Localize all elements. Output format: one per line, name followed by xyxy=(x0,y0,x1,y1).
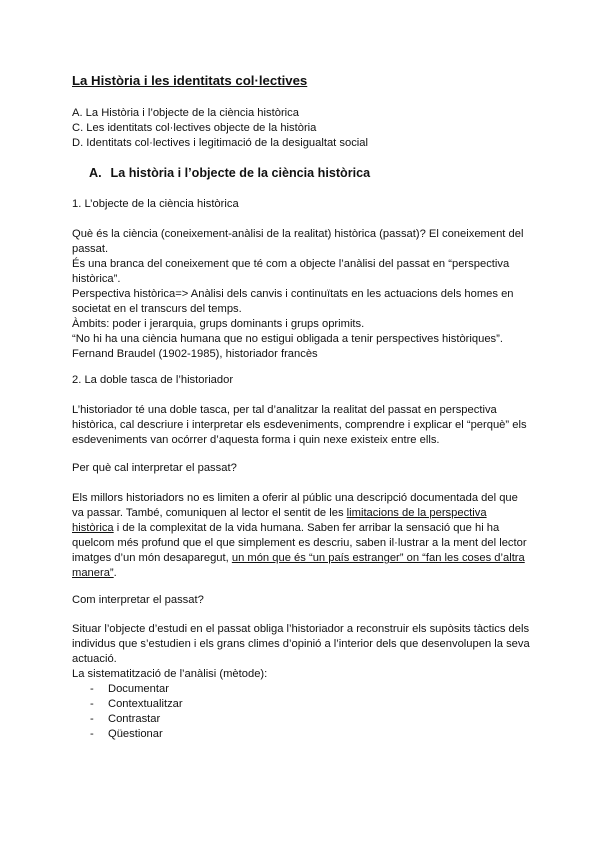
question-2-body xyxy=(72,622,532,682)
list-item-label: Contextualitzar xyxy=(108,698,183,710)
paragraph-line: Fernand Braudel (1902-1985), historiador francès xyxy=(72,348,318,360)
subsection-1-heading: 1. L’objecte de la ciència històrica xyxy=(72,198,239,210)
paragraph-line: esdeveniments van ocórrer d’aquesta forma i quin nexe existeix entre ells. xyxy=(72,434,440,446)
paragraph-line: És una branca del coneixement que té com a objecte l’anàlisi del passat en “perspectiva xyxy=(72,258,510,270)
paragraph-line xyxy=(72,566,532,581)
list-item-label: Qüestionar xyxy=(108,728,163,740)
underlined-text: un món que és “un país estranger” on “fan les coses d’altra xyxy=(231,552,525,564)
bullet-dash: - xyxy=(90,728,94,740)
bullet-dash: - xyxy=(90,683,94,695)
paragraph-line: societat en el transcurs del temps. xyxy=(72,303,242,315)
document-title: La Història i les identitats col·lectives xyxy=(72,73,308,88)
list-item xyxy=(72,682,532,697)
paragraph-line: actuació. xyxy=(72,653,117,665)
underlined-text: històrica xyxy=(72,522,114,534)
paragraph-line: La sistematització de l’anàlisi (mètode): xyxy=(72,668,268,680)
paragraph-line: passat. xyxy=(72,243,109,255)
section-a-title: La història i l’objecte de la ciència històrica xyxy=(110,166,371,180)
section-a-heading xyxy=(89,166,549,181)
bullet-dash: - xyxy=(90,698,94,710)
text-run: imatges d’un món desaparegut, xyxy=(72,552,232,564)
text-run: i de la complexitat de la vida humana. Saben fer arribar la sensació que hi ha xyxy=(113,522,500,534)
paragraph-line: Àmbits: poder i jerarquia, grups dominants i grups oprimits. xyxy=(72,318,365,330)
subsection-1-body xyxy=(72,227,532,362)
question-1-heading: Per què cal interpretar el passat? xyxy=(72,462,237,474)
paragraph-line: “No hi ha una ciència humana que no estigui obligada a tenir perspectives històriques”. xyxy=(72,333,503,345)
paragraph-line: individus que s’estudien i els grans climes d’opinió a l’interior dels que desenvolupen la seva xyxy=(72,638,530,650)
list-item-label: Contrastar xyxy=(108,713,161,725)
question-2-heading: Com interpretar el passat? xyxy=(72,594,204,606)
section-a-number: A. xyxy=(89,166,102,180)
subsection-2-body xyxy=(72,403,532,448)
underlined-text: manera” xyxy=(72,567,114,579)
paragraph-line xyxy=(72,551,532,566)
question-1-body xyxy=(72,491,532,581)
text-run: va passar. També, comuniquen al lector el sentit de les xyxy=(72,507,347,519)
paragraph-line: Perspectiva històrica=> Anàlisi dels canvis i continuïtats en les actuacions dels homes en xyxy=(72,288,514,300)
text-run: . xyxy=(113,567,117,579)
list-item-label: Documentar xyxy=(108,683,169,695)
paragraph-line xyxy=(72,506,532,521)
list-item xyxy=(72,697,532,712)
toc-item-c: C. Les identitats col·lectives objecte de la història xyxy=(72,122,317,134)
paragraph-line: Els millors historiadors no es limiten a oferir al públic una descripció documentada del que xyxy=(72,492,518,504)
paragraph-line: històrica, cal descriure i interpretar els esdeveniments, comprendre i explicar el “perquè” els xyxy=(72,419,527,431)
paragraph-line: L’historiador té una doble tasca, per tal d’analitzar la realitat del passat en perspectiva xyxy=(72,404,497,416)
list-item xyxy=(72,712,532,727)
bullet-dash: - xyxy=(90,713,94,725)
toc-item-a: A. La Història i l’objecte de la ciència històrica xyxy=(72,107,299,119)
paragraph-line: Situar l’objecte d’estudi en el passat obliga l’historiador a reconstruir els supòsits tàctics dels xyxy=(72,623,530,635)
paragraph-line xyxy=(72,521,532,536)
paragraph-line: Què és la ciència (coneixement-anàlisi de la realitat) històrica (passat)? El coneixement del xyxy=(72,228,524,240)
method-steps-list xyxy=(72,682,532,742)
list-item xyxy=(72,727,532,742)
underlined-text: limitacions de la perspectiva xyxy=(346,507,487,519)
paragraph-line: històrica”. xyxy=(72,273,121,285)
table-of-contents xyxy=(72,106,532,151)
toc-item-d: D. Identitats col·lectives i legitimació de la desigualtat social xyxy=(72,137,368,149)
subsection-2-heading: 2. La doble tasca de l’historiador xyxy=(72,374,234,386)
paragraph-line: quelcom més profund que el que simplement es descriu, saben il·lustrar a la ment del lector xyxy=(72,537,527,549)
